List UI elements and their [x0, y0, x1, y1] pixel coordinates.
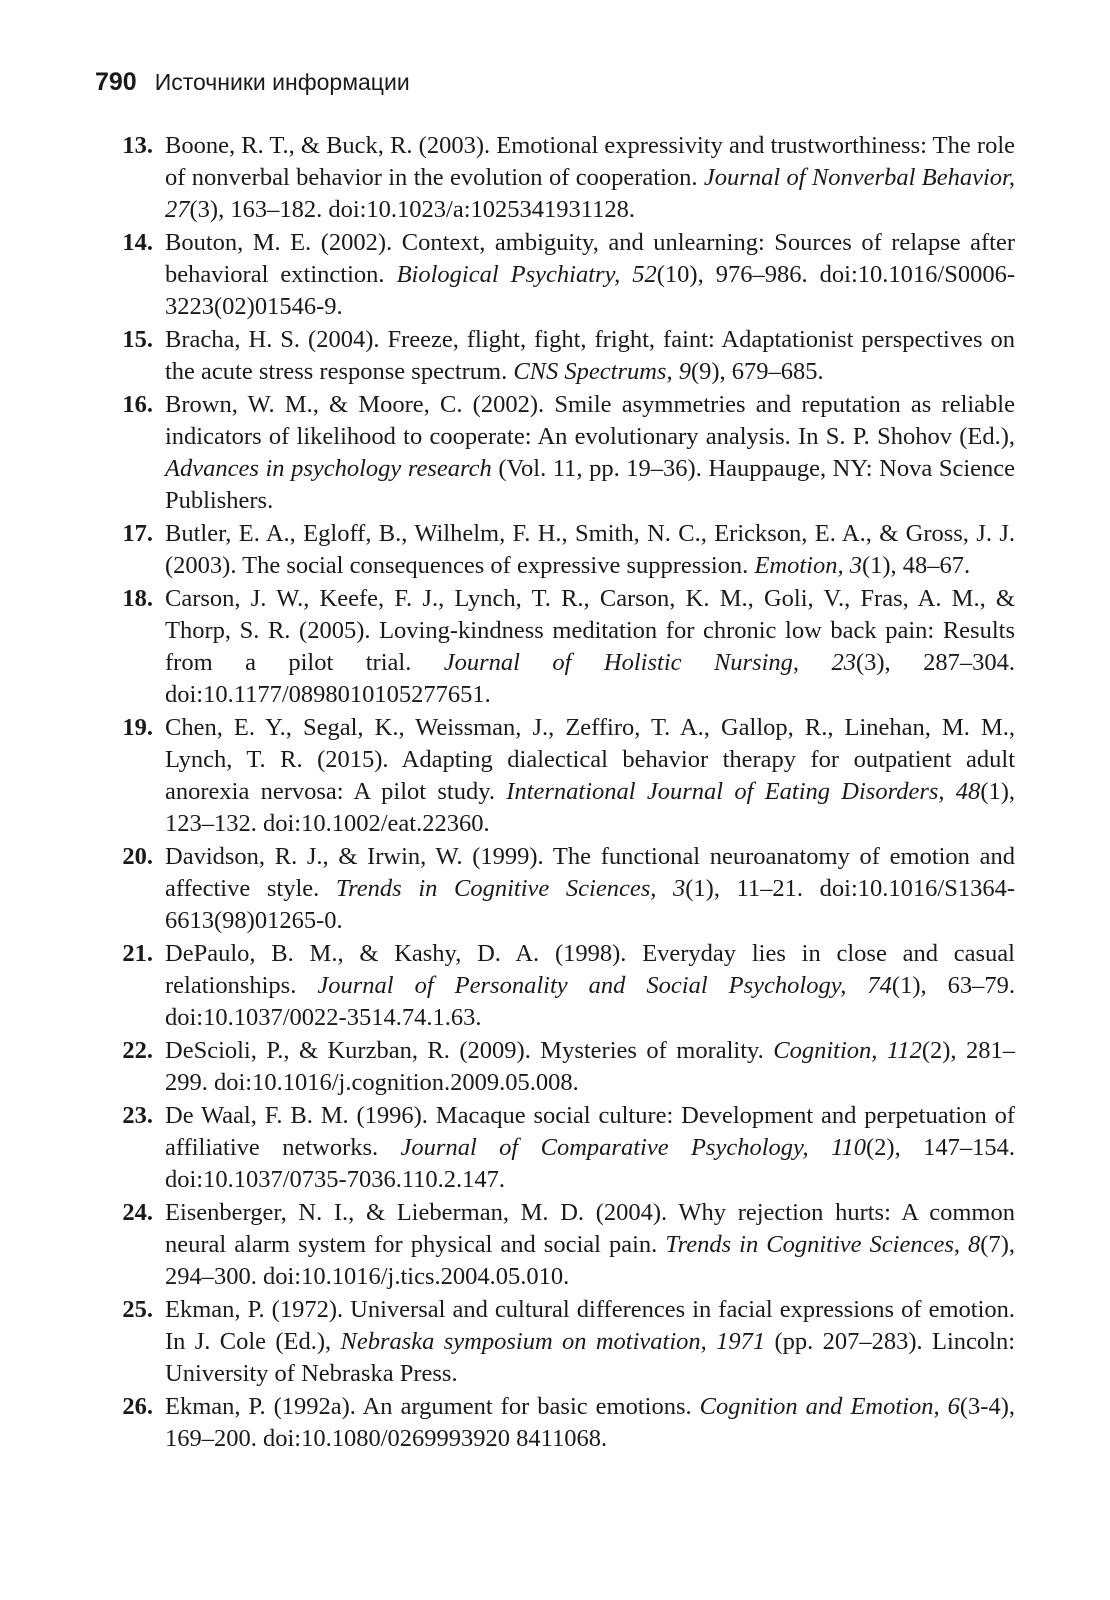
reference-citation-text: Eisenberger, N. I., & Lieberman, M. D. (2004). Why rejection hurts: A common neural alarm system for physical and social pain. [165, 1199, 1015, 1258]
reference-citation-text: Ekman, P. (1992a). An argument for basic emotions. [165, 1393, 700, 1420]
reference-entry [95, 130, 1015, 226]
reference-citation-details: (7), 294–300. doi:10.1016/j.tics.2004.05.010. [165, 1231, 1015, 1290]
reference-text [165, 938, 1015, 1034]
reference-citation-details: (3), 163–182. doi:10.1023/a:1025341931128. [189, 196, 636, 223]
running-title: Источники информации [154, 69, 410, 95]
reference-citation-text: Davidson, R. J., & Irwin, W. (1999). The functional neuroanatomy of emotion and affective style. [165, 843, 1015, 902]
reference-citation-text: Brown, W. M., & Moore, C. (2002). Smile asymmetries and reputation as reliable indicators of likelihood to cooperate: An evolutionary analysis. In S. P. Shohov (Ed.), [165, 391, 1015, 450]
reference-number: 21. [122, 940, 153, 967]
reference-citation-details: (3-4), 169–200. doi:10.1080/0269993920 8411068. [165, 1393, 1015, 1452]
reference-number: 25. [122, 1296, 153, 1323]
reference-list [95, 130, 1015, 1456]
reference-entry [95, 518, 1015, 582]
reference-number: 24. [122, 1199, 153, 1226]
reference-entry [95, 1197, 1015, 1293]
reference-citation-details: (Vol. 11, pp. 19–36). Hauppauge, NY: Nova Science Publishers. [165, 455, 1015, 514]
reference-source-title: Nebraska symposium on motivation, 1971 [340, 1328, 766, 1355]
reference-text [165, 389, 1015, 517]
reference-number: 17. [122, 520, 153, 547]
reference-entry [95, 324, 1015, 388]
reference-text [165, 712, 1015, 840]
reference-citation-text: Ekman, P. (1972). Universal and cultural differences in facial expressions of emotion. In J. Cole (Ed.), [165, 1296, 1015, 1355]
reference-number: 22. [122, 1037, 153, 1064]
reference-number: 13. [122, 132, 153, 159]
reference-number: 23. [122, 1102, 153, 1129]
reference-entry [95, 1294, 1015, 1390]
reference-text [165, 841, 1015, 937]
reference-source-title: Journal of Comparative Psychology, 110 [400, 1134, 867, 1161]
reference-source-title: International Journal of Eating Disorders, 48 [506, 778, 981, 805]
reference-source-title: Trends in Cognitive Sciences, 8 [665, 1231, 981, 1258]
reference-text [165, 583, 1015, 711]
reference-number: 18. [122, 585, 153, 612]
reference-entry [95, 841, 1015, 937]
reference-citation-text: Butler, E. A., Egloff, B., Wilhelm, F. H., Smith, N. C., Erickson, E. A., & Gross, J. J. (2003). The social consequences of expressive suppression. [165, 520, 1015, 579]
reference-text [165, 130, 1015, 226]
reference-citation-text: Boone, R. T., & Buck, R. (2003). Emotional expressivity and trustworthiness: The role of nonverbal behavior in the evolution of cooperation. [165, 132, 1015, 191]
reference-citation-text: Bouton, M. E. (2002). Context, ambiguity, and unlearning: Sources of relapse after behavioral extinction. [165, 229, 1015, 288]
reference-number: 14. [122, 229, 153, 256]
reference-text [165, 1035, 1015, 1099]
reference-text [165, 518, 1015, 582]
reference-number: 16. [122, 391, 153, 418]
reference-source-title: Advances in psychology research [165, 455, 492, 482]
reference-entry [95, 938, 1015, 1034]
reference-text [165, 227, 1015, 323]
reference-number: 19. [122, 714, 153, 741]
reference-text [165, 324, 1015, 388]
running-head [95, 68, 410, 108]
reference-citation-text: Carson, J. W., Keefe, F. J., Lynch, T. R., Carson, K. M., Goli, V., Fras, A. M., & Thorp, S. R. (2005). Loving-kindness meditation for chronic low back pain: Results from a pilot trial. [165, 585, 1015, 676]
reference-source-title: Journal of Nonverbal Behavior, 27 [165, 164, 1015, 223]
reference-citation-details: (1), 11–21. doi:10.1016/S1364-6613(98)01265-0. [165, 875, 1015, 934]
reference-citation-details: (2), 281–299. doi:10.1016/j.cognition.2009.05.008. [165, 1037, 1015, 1096]
reference-source-title: Cognition and Emotion, 6 [699, 1393, 960, 1420]
reference-citation-text: DePaulo, B. M., & Kashy, D. A. (1998). Everyday lies in close and casual relationships. [165, 940, 1015, 999]
reference-entry [95, 1035, 1015, 1099]
reference-text [165, 1294, 1015, 1390]
reference-source-title: Trends in Cognitive Sciences, 3 [335, 875, 686, 902]
reference-source-title: Cognition, 112 [773, 1037, 922, 1064]
reference-citation-text: Chen, E. Y., Segal, K., Weissman, J., Zeffiro, T. A., Gallop, R., Linehan, M. M., Lynch, T. R. (2015). Adapting dialectical behavior therapy for outpatient adult anorexia nervosa: A pilot study. [165, 714, 1015, 805]
reference-entry [95, 712, 1015, 840]
reference-text [165, 1197, 1015, 1293]
reference-number: 20. [122, 843, 153, 870]
reference-entry [95, 583, 1015, 711]
reference-citation-details: (pp. 207–283). Lincoln: University of Nebraska Press. [165, 1328, 1015, 1387]
reference-source-title: Emotion, 3 [754, 552, 862, 579]
reference-citation-text: DeScioli, P., & Kurzban, R. (2009). Mysteries of morality. [165, 1037, 774, 1064]
reference-source-title: Journal of Holistic Nursing, 23 [443, 649, 856, 676]
reference-citation-text: De Waal, F. B. M. (1996). Macaque social culture: Development and perpetuation of affiliative networks. [165, 1102, 1015, 1161]
reference-citation-details: (2), 147–154. doi:10.1037/0735-7036.110.2.147. [165, 1134, 1015, 1193]
reference-citation-text: Bracha, H. S. (2004). Freeze, flight, fight, fright, faint: Adaptationist perspectives on the acute stress response spectrum. [165, 326, 1015, 385]
reference-text [165, 1391, 1015, 1455]
reference-source-title: Journal of Personality and Social Psychology, 74 [317, 972, 892, 999]
reference-text [165, 1100, 1015, 1196]
reference-citation-details: (10), 976–986. doi:10.1016/S0006-3223(02)01546-9. [165, 261, 1015, 320]
reference-source-title: Biological Psychiatry, 52 [396, 261, 657, 288]
reference-citation-details: (3), 287–304. doi:10.1177/0898010105277651. [165, 649, 1015, 708]
reference-entry [95, 1391, 1015, 1455]
reference-citation-details: (1), 48–67. [861, 552, 971, 579]
reference-citation-details: (9), 679–685. [690, 358, 824, 385]
reference-source-title: CNS Spectrums, 9 [513, 358, 691, 385]
page-number: 790 [95, 68, 137, 96]
reference-entry [95, 389, 1015, 517]
reference-citation-details: (1), 123–132. doi:10.1002/eat.22360. [165, 778, 1016, 837]
reference-entry [95, 227, 1015, 323]
reference-number: 15. [122, 326, 153, 353]
reference-entry [95, 1100, 1015, 1196]
reference-number: 26. [122, 1393, 153, 1420]
reference-citation-details: (1), 63–79. doi:10.1037/0022-3514.74.1.63. [165, 972, 1015, 1031]
